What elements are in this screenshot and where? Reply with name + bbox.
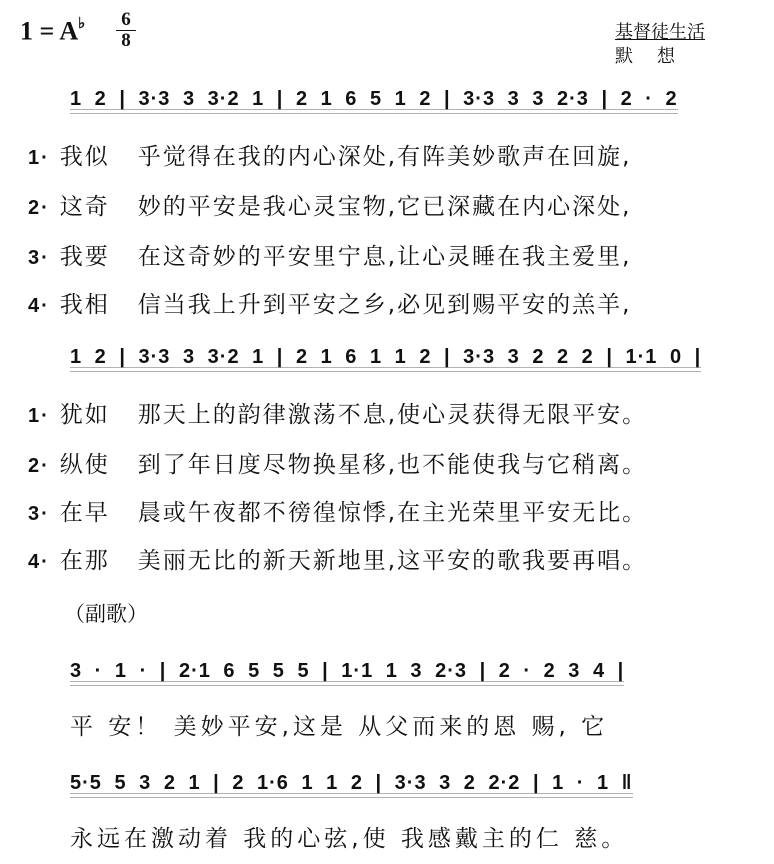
hymn-author: 默想 (615, 46, 699, 67)
verse-lyric-line: 4· 我相 信当我上升到平安之乡,必见到赐平安的羔羊, (28, 292, 632, 318)
verse-music-line-2: 1 2 | 3·3 3 3·2 1 | 2 1 6 1 1 2 | 3·3 3 2 2 2 | 1·1 0 | (70, 346, 702, 368)
verse-lyric-line: 4· 在那 美丽无比的新天新地里,这平安的歌我要再唱。 (28, 548, 648, 574)
time-signature-bottom: 8 (121, 30, 131, 51)
verse-lyric-line: 1· 我似 乎觉得在我的内心深处,有阵美妙歌声在回旋, (28, 144, 632, 170)
flat-sign: ♭ (78, 16, 86, 32)
verse-lyric-line: 1· 犹如 那天上的韵律激荡不息,使心灵获得无限平安。 (28, 402, 648, 428)
verse-music-line-1: 1 2 | 3·3 3 3·2 1 | 2 1 6 5 1 2 | 3·3 3 3 2·3 | 2 · 2 (70, 88, 678, 110)
chorus-music-line-2: 5·5 5 3 2 1 | 2 1·6 1 1 2 | 3·3 3 2 2·2 | 1 · 1 ‖ (70, 772, 633, 794)
chorus-lyric-line-2: 永远在激动着 我的心弦,使 我感戴主的仁 慈。 (70, 826, 629, 852)
verse-lyric-line: 2· 这奇 妙的平安是我心灵宝物,它已深藏在内心深处, (28, 194, 632, 220)
chorus-music-line-1: 3 · 1 · | 2·1 6 5 5 5 | 1·1 1 3 2·3 | 2 · 2 3 4 | (70, 660, 625, 682)
chorus-label: （副歌） (64, 602, 148, 626)
time-signature-top: 6 (121, 9, 131, 30)
chorus-lyric-line-1: 平 安！ 美妙平安,这是 从父而来的恩 赐, 它 (70, 714, 609, 740)
hymn-category: 基督徒生活 (615, 22, 705, 43)
verse-lyric-line: 3· 我要 在这奇妙的平安里宁息,让心灵睡在我主爱里, (28, 244, 632, 270)
verse-lyric-line: 2· 纵使 到了年日度尽物换星移,也不能使我与它稍离。 (28, 452, 648, 478)
key-signature: 1 = A♭ (20, 16, 86, 46)
verse-lyric-line: 3· 在早 晨或午夜都不徬徨惊悸,在主光荣里平安无比。 (28, 500, 648, 526)
time-signature (116, 10, 136, 51)
